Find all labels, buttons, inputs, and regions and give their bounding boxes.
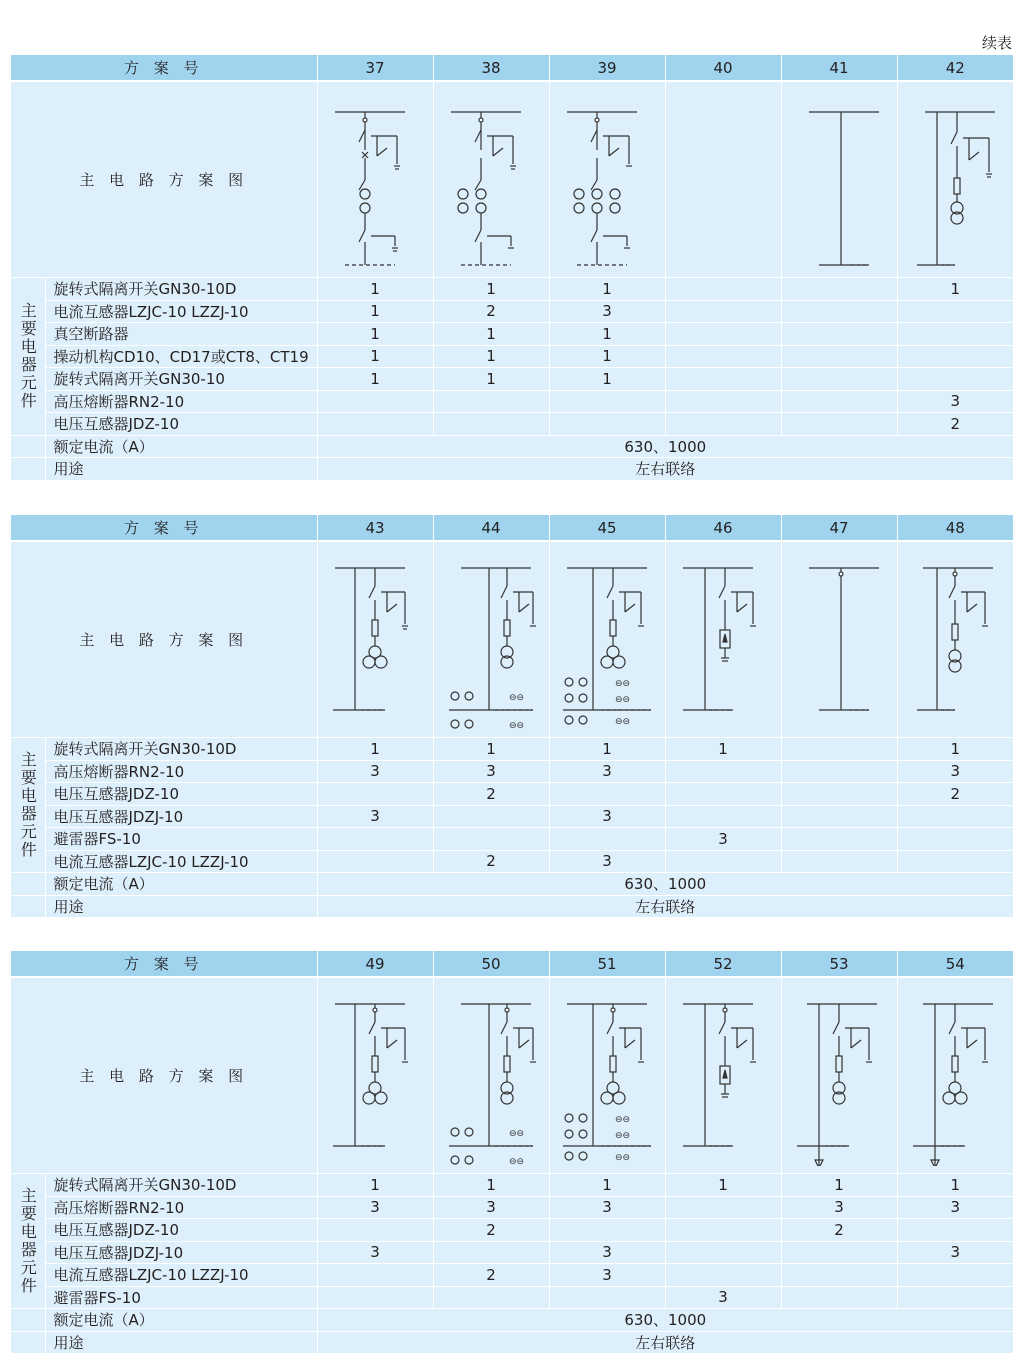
scheme-number: 47 [781,515,897,541]
rated-current-value: 630、1000 [317,435,1013,458]
component-qty [781,345,897,368]
component-qty: 2 [433,1264,549,1287]
scheme-table-2 [11,515,1013,917]
component-qty [549,1286,665,1309]
scheme-number: 41 [781,55,897,81]
component-qty [665,850,781,873]
circuit-diagram-49 [317,977,433,1174]
component-qty [549,390,665,413]
scheme-number-header: 方 案 号 [11,55,317,81]
component-name: 高压熔断器RN2-10 [45,1196,317,1219]
circuit-diagram-47 [781,541,897,738]
scheme-number: 52 [665,951,781,977]
circuit-diagram-51 [549,977,665,1174]
component-qty [665,345,781,368]
component-name: 避雷器FS-10 [45,828,317,851]
component-qty: 1 [781,1174,897,1197]
component-qty: 1 [317,323,433,346]
component-qty: 1 [665,738,781,761]
svg-text:⊖⊖: ⊖⊖ [615,1114,631,1125]
component-qty [665,390,781,413]
component-qty [317,1264,433,1287]
component-name: 电流互感器LZJC-10 LZZJ-10 [45,1264,317,1287]
component-name: 真空断路器 [45,323,317,346]
component-qty [665,1264,781,1287]
component-qty: 1 [897,278,1013,301]
component-qty [897,323,1013,346]
svg-text:⊖⊖: ⊖⊖ [615,1152,631,1163]
component-name: 电压互感器JDZ-10 [45,1219,317,1242]
component-qty: 3 [897,390,1013,413]
component-qty [781,300,897,323]
component-qty [665,368,781,391]
scheme-table-3 [11,951,1013,1353]
main-circuit-diagram-label: 主 电 路 方 案 图 [11,977,317,1174]
circuit-diagram-53 [781,977,897,1174]
component-qty [317,828,433,851]
component-name: 避雷器FS-10 [45,1286,317,1309]
component-qty: 1 [317,300,433,323]
scheme-number: 49 [317,951,433,977]
component-qty [665,760,781,783]
component-qty: 1 [897,1174,1013,1197]
scheme-number: 37 [317,55,433,81]
component-qty [781,760,897,783]
component-qty: 1 [317,278,433,301]
usage-label: 用途 [45,458,317,480]
rated-current-label: 额定电流（A） [45,873,317,896]
continued-label: 续表 [981,34,1012,52]
usage-value: 左右联络 [317,895,1013,917]
component-qty [433,828,549,851]
circuit-diagram-54 [897,977,1013,1174]
scheme-table-1 [11,55,1013,480]
component-qty [897,300,1013,323]
component-qty [549,413,665,436]
circuit-diagram-48 [897,541,1013,738]
component-qty: 2 [897,783,1013,806]
component-qty: 3 [317,760,433,783]
component-qty [665,1219,781,1242]
component-qty [549,783,665,806]
circuit-diagram-39 [549,81,665,278]
rated-current-label: 额定电流（A） [45,435,317,458]
component-qty [781,1264,897,1287]
circuit-diagram-37 [317,81,433,278]
component-qty [897,345,1013,368]
scheme-number: 53 [781,951,897,977]
component-qty: 1 [549,1174,665,1197]
component-qty [781,390,897,413]
component-qty: 1 [317,1174,433,1197]
component-name: 电压互感器JDZ-10 [45,783,317,806]
component-qty: 1 [433,368,549,391]
component-qty [317,390,433,413]
component-qty [433,390,549,413]
component-qty [781,1241,897,1264]
component-qty [665,278,781,301]
component-qty: 3 [549,805,665,828]
svg-text:⊖⊖: ⊖⊖ [509,720,525,730]
circuit-diagram-40 [665,81,781,278]
component-qty: 1 [549,323,665,346]
scheme-number: 50 [433,951,549,977]
component-qty: 3 [433,760,549,783]
main-components-label: 主要电器元件 [11,738,45,873]
component-qty: 1 [433,1174,549,1197]
component-qty [665,783,781,806]
component-qty: 3 [549,1241,665,1264]
circuit-diagram-38 [433,81,549,278]
component-qty: 1 [433,278,549,301]
component-qty [897,368,1013,391]
component-qty [433,805,549,828]
svg-text:⊖⊖: ⊖⊖ [509,1128,525,1139]
component-qty: 1 [433,345,549,368]
component-qty [781,783,897,806]
main-components-label: 主要电器元件 [11,1174,45,1309]
circuit-diagram-45 [549,541,665,738]
usage-label: 用途 [45,895,317,917]
component-qty: 2 [433,783,549,806]
component-qty: 3 [549,300,665,323]
scheme-number: 43 [317,515,433,541]
component-qty: 3 [317,805,433,828]
component-name: 旋转式隔离开关GN30-10D [45,278,317,301]
component-qty: 3 [665,1286,781,1309]
scheme-number: 45 [549,515,665,541]
component-qty [433,413,549,436]
component-qty: 1 [549,738,665,761]
component-qty: 1 [317,738,433,761]
component-name: 电压互感器JDZ-10 [45,413,317,436]
rated-current-value: 630、1000 [317,1309,1013,1332]
component-qty: 3 [897,1241,1013,1264]
component-qty [781,413,897,436]
component-qty [317,783,433,806]
scheme-number: 39 [549,55,665,81]
svg-text:⊖⊖: ⊖⊖ [615,694,631,705]
rated-current-value: 630、1000 [317,873,1013,896]
component-qty: 2 [433,850,549,873]
component-qty [665,805,781,828]
scheme-number: 51 [549,951,665,977]
component-qty: 3 [897,1196,1013,1219]
component-name: 电压互感器JDZJ-10 [45,805,317,828]
component-qty [781,1286,897,1309]
scheme-number: 42 [897,55,1013,81]
component-qty [665,323,781,346]
component-qty [317,850,433,873]
component-qty: 1 [549,345,665,368]
circuit-diagram-41 [781,81,897,278]
main-components-label: 主要电器元件 [11,278,45,436]
component-name: 旋转式隔离开关GN30-10D [45,1174,317,1197]
component-qty: 1 [665,1174,781,1197]
circuit-diagram-52 [665,977,781,1174]
scheme-number-header: 方 案 号 [11,515,317,541]
component-name: 旋转式隔离开关GN30-10 [45,368,317,391]
svg-text:⊖⊖: ⊖⊖ [615,716,631,727]
component-qty: 2 [433,300,549,323]
component-qty: 1 [549,368,665,391]
main-circuit-diagram-label: 主 电 路 方 案 图 [11,541,317,738]
component-qty: 3 [549,760,665,783]
component-qty: 1 [897,738,1013,761]
main-circuit-diagram-label: 主 电 路 方 案 图 [11,81,317,278]
component-qty: 1 [317,345,433,368]
component-qty: 2 [781,1219,897,1242]
component-qty: 2 [897,413,1013,436]
component-qty [665,1241,781,1264]
component-qty [781,828,897,851]
component-qty [897,1286,1013,1309]
svg-text:⊖⊖: ⊖⊖ [509,692,525,703]
component-name: 高压熔断器RN2-10 [45,760,317,783]
scheme-number: 46 [665,515,781,541]
component-qty [781,850,897,873]
svg-text:⊖⊖: ⊖⊖ [509,1156,525,1166]
component-name: 电压互感器JDZJ-10 [45,1241,317,1264]
component-qty [781,323,897,346]
component-qty [317,413,433,436]
component-qty: 3 [897,760,1013,783]
component-qty: 3 [317,1196,433,1219]
component-qty: 3 [549,1264,665,1287]
component-qty [897,828,1013,851]
component-name: 电流互感器LZJC-10 LZZJ-10 [45,850,317,873]
component-qty [897,850,1013,873]
component-qty [897,805,1013,828]
component-qty: 1 [549,278,665,301]
component-qty [897,1219,1013,1242]
component-qty [897,1264,1013,1287]
circuit-diagram-42 [897,81,1013,278]
component-qty: 2 [433,1219,549,1242]
component-qty: 3 [433,1196,549,1219]
component-qty: 1 [317,368,433,391]
component-name: 高压熔断器RN2-10 [45,390,317,413]
circuit-diagram-43 [317,541,433,738]
svg-text:⊖⊖: ⊖⊖ [615,678,631,689]
component-qty: 3 [549,1196,665,1219]
usage-label: 用途 [45,1331,317,1353]
component-qty [781,805,897,828]
rated-current-label: 额定电流（A） [45,1309,317,1332]
component-qty [665,413,781,436]
component-qty [781,738,897,761]
component-name: 操动机构CD10、CD17或CT8、CT19 [45,345,317,368]
component-qty [665,300,781,323]
scheme-number: 44 [433,515,549,541]
circuit-diagram-44 [433,541,549,738]
component-qty: 1 [433,738,549,761]
component-qty [317,1286,433,1309]
component-qty [549,828,665,851]
scheme-number: 38 [433,55,549,81]
circuit-diagram-46 [665,541,781,738]
component-qty [433,1241,549,1264]
component-qty: 3 [317,1241,433,1264]
component-name: 旋转式隔离开关GN30-10D [45,738,317,761]
svg-text:⊖⊖: ⊖⊖ [615,1130,631,1141]
component-qty [781,278,897,301]
component-name: 电流互感器LZJC-10 LZZJ-10 [45,300,317,323]
circuit-diagram-50 [433,977,549,1174]
usage-value: 左右联络 [317,1331,1013,1353]
scheme-number: 40 [665,55,781,81]
scheme-number: 54 [897,951,1013,977]
component-qty [665,1196,781,1219]
component-qty [317,1219,433,1242]
component-qty: 3 [549,850,665,873]
component-qty [433,1286,549,1309]
component-qty [781,368,897,391]
scheme-number: 48 [897,515,1013,541]
component-qty [549,1219,665,1242]
usage-value: 左右联络 [317,458,1013,480]
component-qty: 3 [781,1196,897,1219]
scheme-number-header: 方 案 号 [11,951,317,977]
component-qty: 1 [433,323,549,346]
component-qty: 3 [665,828,781,851]
